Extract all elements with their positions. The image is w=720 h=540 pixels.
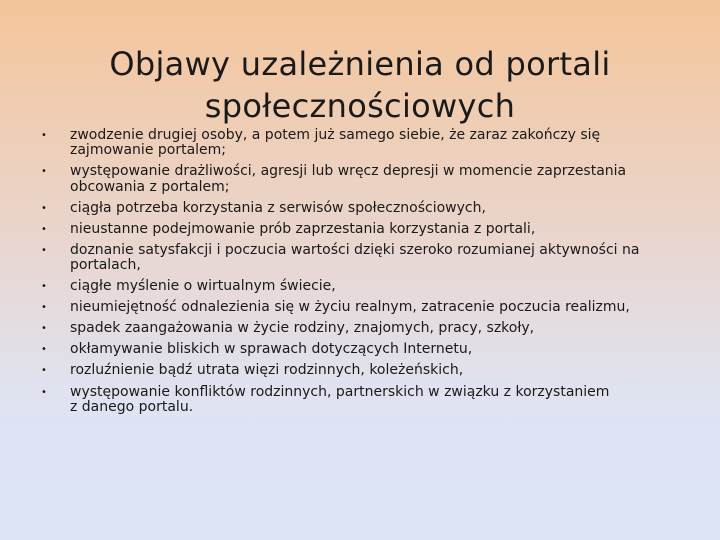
slide-title-line-2: społecznościowych [204, 87, 516, 126]
bullet-item [36, 342, 676, 357]
bullet-item [36, 243, 676, 273]
slide-title-line-1: Objawy uzależnienia od portali [109, 45, 611, 84]
bullet-dot: • [41, 281, 47, 293]
bullet-dot: • [41, 344, 47, 356]
bullet-dot: • [41, 323, 47, 335]
bullet-item [36, 321, 676, 336]
bullet-dot: • [41, 202, 47, 214]
bullet-list [36, 128, 676, 421]
bullet-item [36, 128, 676, 158]
bullet-dot: • [41, 130, 47, 141]
bullet-dot: • [41, 386, 47, 398]
bullet-item [36, 164, 676, 194]
slide-title [40, 43, 680, 127]
bullet-text-line: portalach, [70, 256, 141, 273]
bullet-item [36, 363, 676, 378]
bullet-item [36, 222, 676, 237]
bullet-item [36, 300, 676, 315]
bullet-text-line: występowanie konfliktów rodzinnych, partnerskich w związku z korzystaniem [70, 383, 610, 400]
bullet-text-line: nieustanne podejmowanie prób zaprzestania korzystania z portali, [70, 220, 536, 237]
bullet-text-line: ciągłe myślenie o wirtualnym świecie, [70, 278, 336, 295]
bullet-text-line: spadek zaangażowania w życie rodziny, znajomych, pracy, szkoły, [70, 320, 535, 337]
bullet-text-line: zajmowanie portalem; [70, 142, 227, 159]
bullet-item [36, 201, 676, 216]
bullet-dot: • [41, 244, 47, 256]
bullet-text-line: okłamywanie bliskich w sprawach dotyczących Internetu, [70, 341, 473, 358]
bullet-text-line: nieumiejętność odnalezienia się w życiu realnym, zatracenie poczucia realizmu, [70, 299, 630, 316]
bullet-text-line: obcowania z portalem; [70, 178, 230, 195]
bullet-item [36, 385, 676, 415]
bullet-text-line: występowanie drażliwości, agresji lub wręcz depresji w momencie zaprzestania [70, 163, 627, 180]
bullet-text-line: zwodzenie drugiej osoby, a potem już samego siebie, że zaraz zakończy się [70, 127, 601, 143]
bullet-dot: • [41, 365, 47, 377]
bullet-dot: • [41, 223, 47, 235]
bullet-dot: • [41, 166, 47, 178]
bullet-text-line: rozluźnienie bądź utrata więzi rodzinnych, koleżeńskich, [70, 362, 464, 379]
bullet-text-line: doznanie satysfakcji i poczucia wartości dzięki szeroko rozumianej aktywności na [70, 241, 640, 258]
bullet-text-line: ciągła potrzeba korzystania z serwisów społecznościowych, [70, 199, 486, 216]
bullet-dot: • [41, 302, 47, 314]
bullet-text-line: z danego portalu. [70, 398, 194, 415]
bullet-item [36, 279, 676, 294]
